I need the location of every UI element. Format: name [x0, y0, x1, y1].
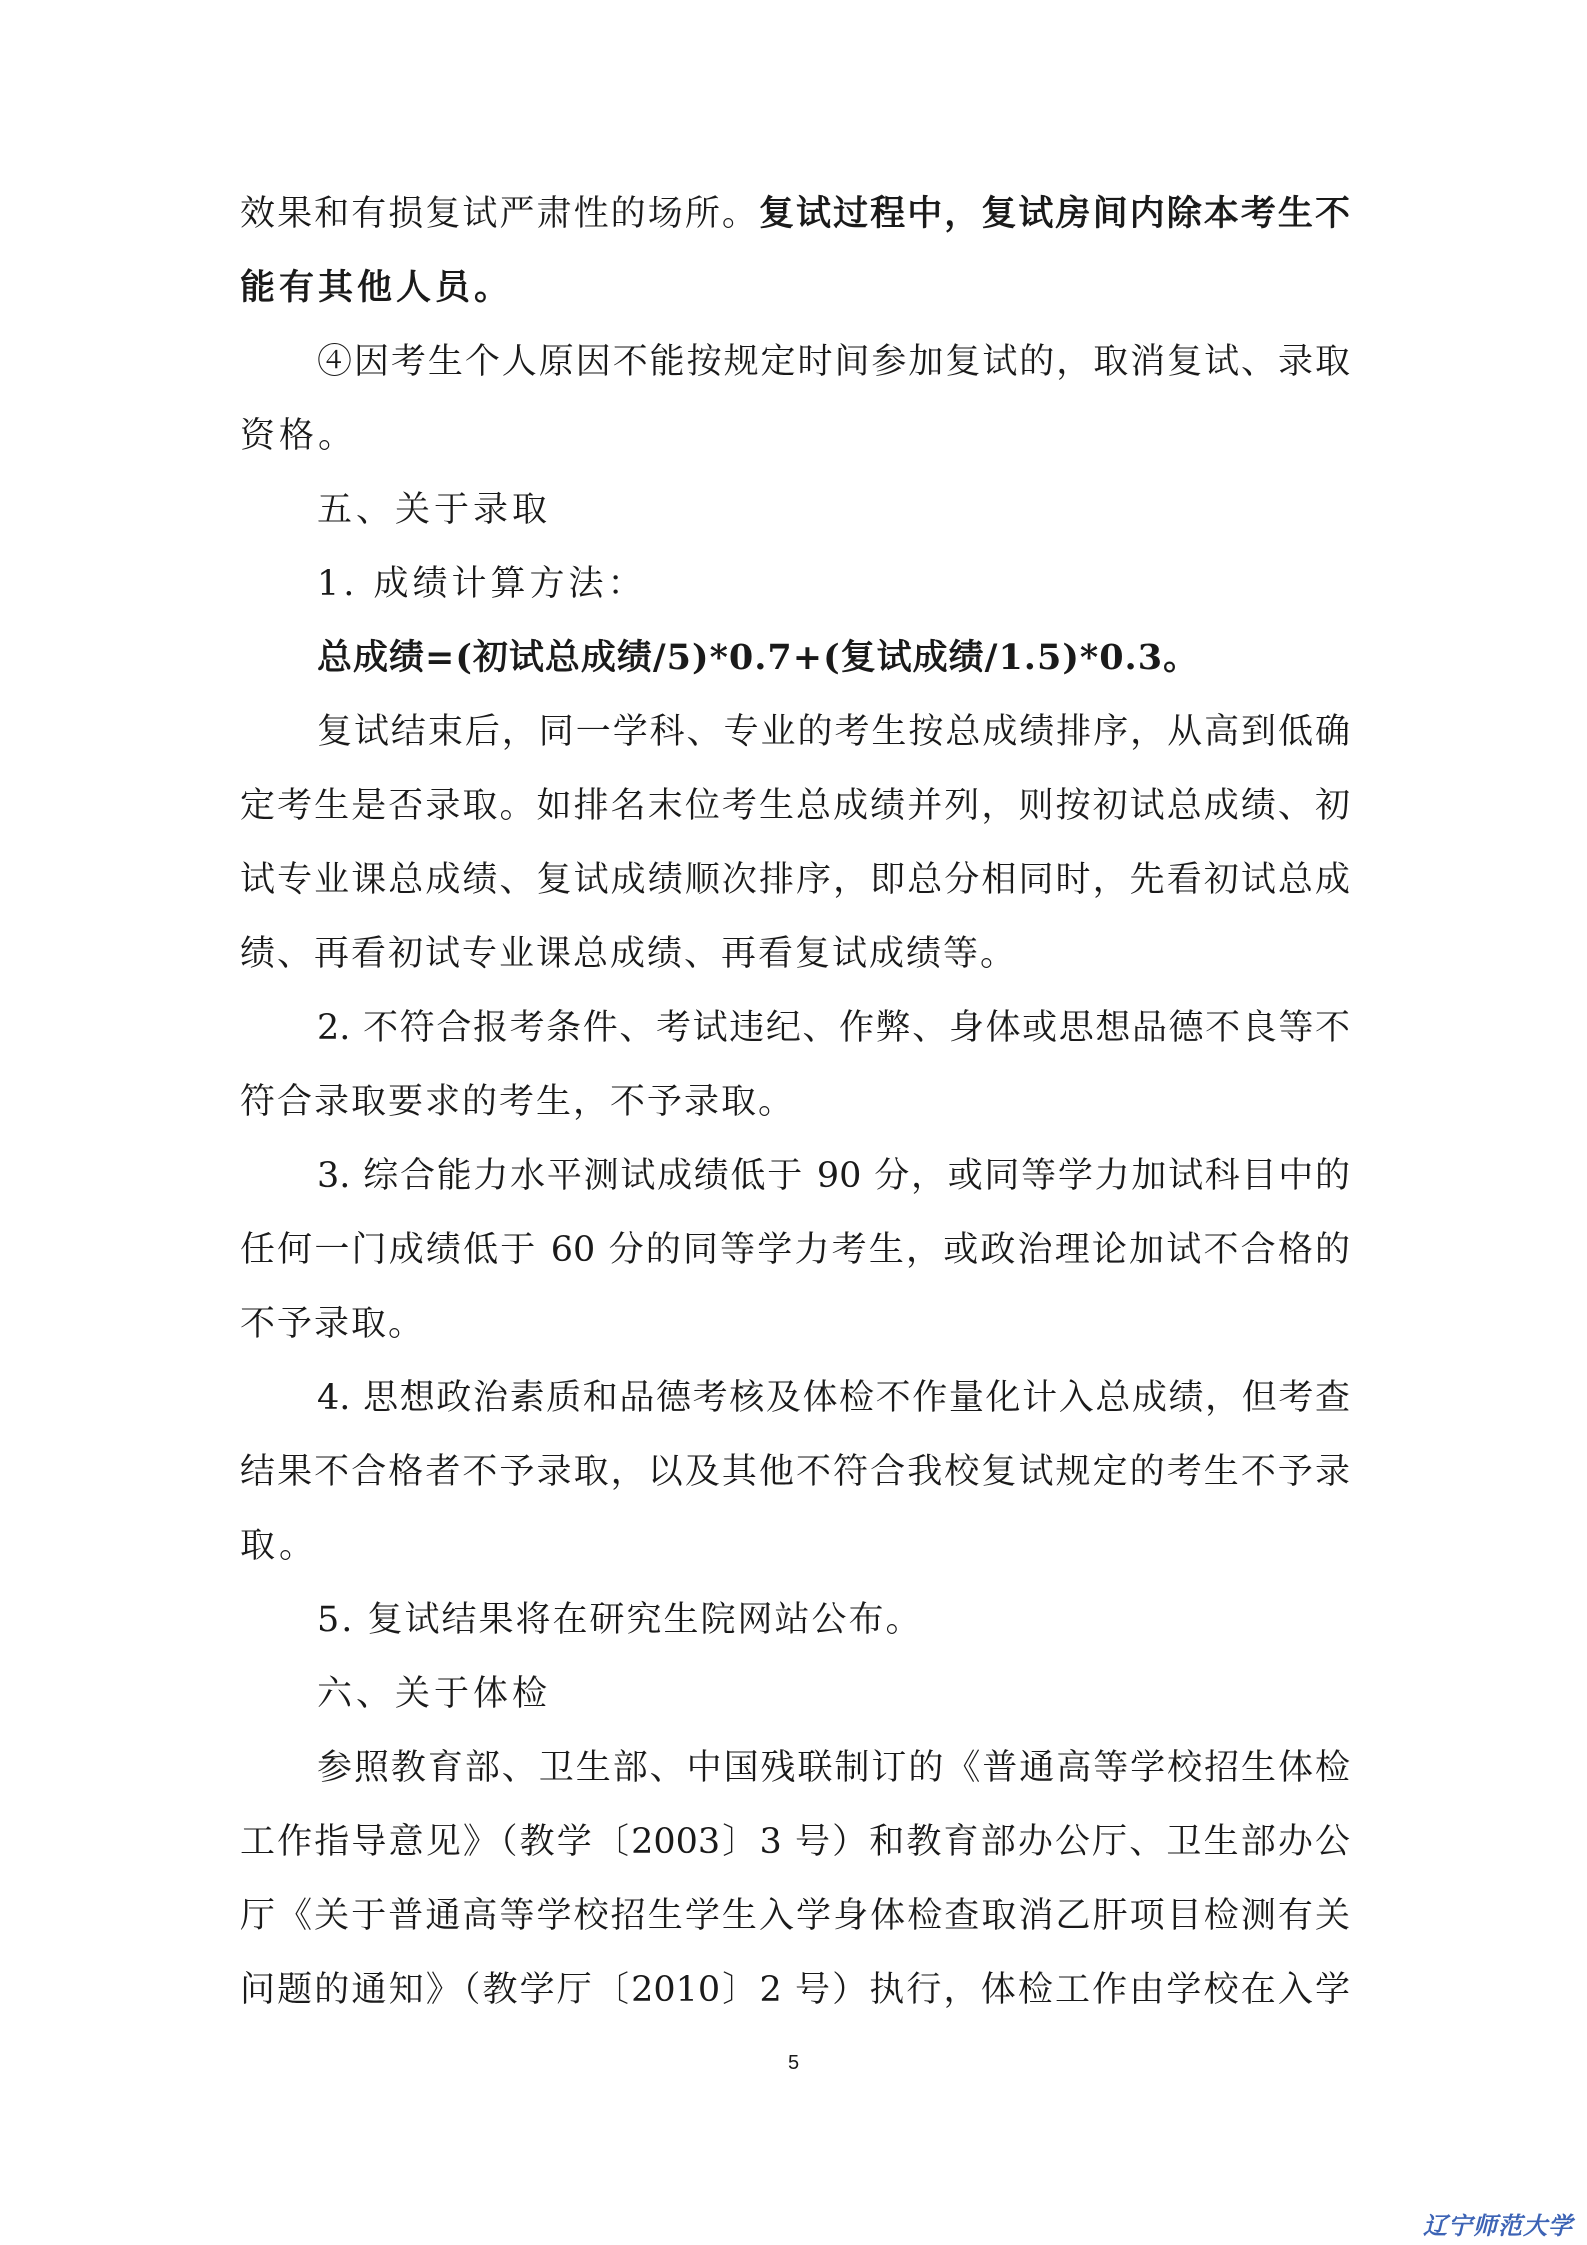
paragraph-line: ④因考生个人原因不能按规定时间参加复试的，取消复试、录取 — [317, 342, 1350, 382]
bold-text-run: 复试过程中，复试房间内除本考生不 — [758, 193, 1350, 234]
paragraph-line: 任何一门成绩低于 60 分的同等学力考生，或政治理论加试不合格的 — [240, 1230, 1350, 1270]
section-heading: 五、关于录取 — [317, 490, 552, 530]
paragraph-line: 4. 思想政治素质和品德考核及体检不作量化计入总成绩，但考查 — [317, 1378, 1350, 1418]
formula: 总成绩=(初试总成绩/5)*0.7+(复试成绩/1.5)*0.3。 — [317, 637, 1200, 678]
paragraph-line: 问题的通知》（教学厅〔2010〕2 号）执行，体检工作由学校在入学 — [240, 1970, 1350, 2010]
university-watermark: 辽宁师范大学 — [1423, 2212, 1573, 2240]
paragraph-line: 参照教育部、卫生部、中国残联制订的《普通高等学校招生体检 — [317, 1748, 1350, 1788]
paragraph-line: 绩、再看初试专业课总成绩、再看复试成绩等。 — [240, 934, 1018, 974]
paragraph-line: 3. 综合能力水平测试成绩低于 90 分，或同等学力加试科目中的 — [317, 1156, 1350, 1196]
text-run: 效果和有损复试严肃性的场所。 — [240, 194, 759, 234]
paragraph-line: 5. 复试结果将在研究生院网站公布。 — [317, 1600, 923, 1640]
paragraph-line — [240, 192, 1350, 236]
paragraph-line: 工作指导意见》（教学〔2003〕3 号）和教育部办公厅、卫生部办公 — [240, 1822, 1350, 1862]
paragraph-line: 复试结束后，同一学科、专业的考生按总成绩排序，从高到低确 — [317, 712, 1350, 752]
paragraph-line: 2. 不符合报考条件、考试违纪、作弊、身体或思想品德不良等不 — [317, 1008, 1350, 1048]
paragraph-line: 符合录取要求的考生，不予录取。 — [240, 1082, 796, 1122]
paragraph-line: 资格。 — [240, 416, 358, 456]
paragraph-line: 不予录取。 — [240, 1304, 426, 1344]
section-heading: 六、关于体检 — [317, 1674, 552, 1714]
paragraph-line: 厅《关于普通高等学校招生学生入学身体检查取消乙肝项目检测有关 — [240, 1896, 1350, 1936]
subheading: 1. 成绩计算方法： — [317, 564, 647, 604]
paragraph-line: 结果不合格者不予录取，以及其他不符合我校复试规定的考生不予录 — [240, 1452, 1350, 1492]
paragraph-line: 能有其他人员。 — [240, 267, 514, 308]
paragraph-line: 试专业课总成绩、复试成绩顺次排序，即总分相同时，先看初试总成 — [240, 860, 1350, 900]
page-number: 5 — [787, 2052, 800, 2074]
paragraph-line: 定考生是否录取。如排名末位考生总成绩并列，则按初试总成绩、初 — [240, 786, 1350, 826]
paragraph-line: 取。 — [240, 1526, 319, 1566]
